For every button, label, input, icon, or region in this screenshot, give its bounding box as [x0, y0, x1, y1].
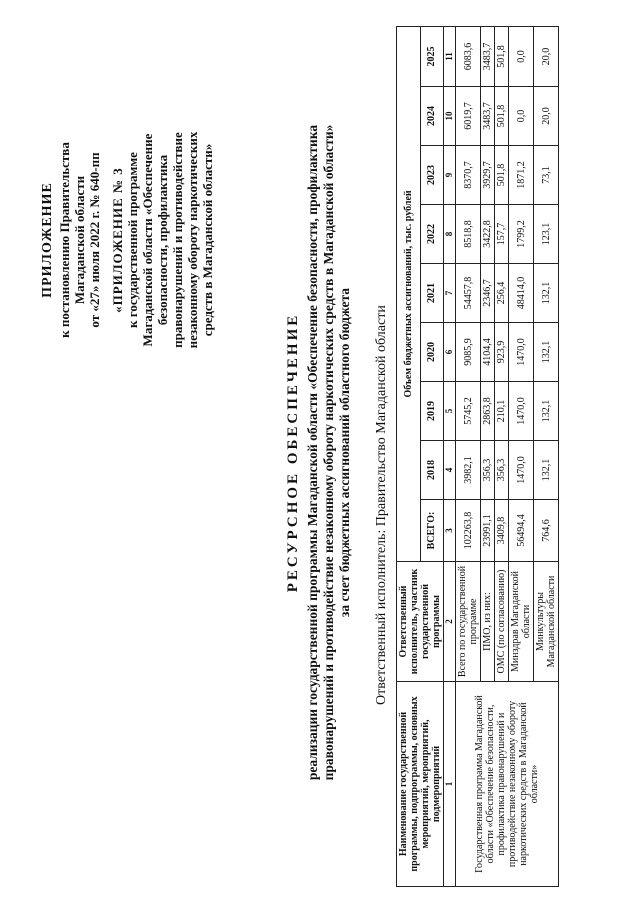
value-cell: 3982,1	[456, 441, 481, 500]
column-header-year: 2021	[420, 264, 444, 323]
value-cell: 501,8	[495, 87, 509, 146]
column-index: 8	[444, 205, 456, 264]
column-header-year: 2024	[420, 87, 444, 146]
resource-table	[396, 26, 559, 887]
column-header-name: Наименование государственной программы, подпрограммы, основных мероприятий, мероприятий, подмероприятий	[397, 682, 444, 887]
value-cell: 3483,7	[481, 87, 495, 146]
value-cell: 3483,7	[481, 26, 495, 86]
executor-cell: Минкультуры Магаданской области	[534, 562, 559, 682]
value-cell: 501,8	[495, 146, 509, 205]
document-subtitle	[305, 0, 353, 905]
column-header-year: 2020	[420, 323, 444, 382]
value-cell: 1871,2	[509, 146, 534, 205]
column-index: 11	[444, 26, 456, 86]
header-line: к постановлению Правительства	[57, 142, 72, 338]
column-index: 7	[444, 264, 456, 323]
header-line: Магаданской области	[72, 175, 87, 305]
value-cell: 132,1	[534, 441, 559, 500]
executor-cell: Всего по государственной программе	[456, 562, 481, 682]
value-cell: 73,1	[534, 146, 559, 205]
value-cell: 501,8	[495, 26, 509, 86]
value-cell: 4104,4	[481, 323, 495, 382]
value-cell: 132,1	[534, 264, 559, 323]
column-index: 9	[444, 146, 456, 205]
value-cell: 0,0	[509, 87, 534, 146]
value-cell: 2346,7	[481, 264, 495, 323]
header-line: средств в Магаданской области»	[200, 143, 215, 337]
header-line: Магаданской области «Обеспечение	[140, 133, 155, 347]
value-cell: 1799,2	[509, 205, 534, 264]
column-header-year: 2019	[420, 382, 444, 441]
value-cell: 9085,9	[456, 323, 481, 382]
appendix-number: «ПРИЛОЖЕНИЕ № 3	[110, 167, 125, 313]
value-cell: 8370,7	[456, 146, 481, 205]
column-index: 10	[444, 87, 456, 146]
document-title: РЕСУРСНОЕ ОБЕСПЕЧЕНИЕ	[285, 312, 301, 593]
value-cell: 1470,0	[509, 382, 534, 441]
executor-cell: ОМС (по согласованию)	[495, 562, 509, 682]
executor-cell: Минздрав Магаданской области	[509, 562, 534, 682]
subtitle-line: правонарушений и противодействие незаконному обороту наркотических средств в Магаданской области»	[321, 124, 336, 781]
column-header-volume: Объем бюджетных ассигнований, тыс. рублей	[397, 26, 421, 561]
header-line: незаконному обороту наркотических	[185, 131, 200, 349]
value-cell: 132,1	[534, 382, 559, 441]
value-cell: 0,0	[509, 26, 534, 86]
value-cell: 20,0	[534, 87, 559, 146]
value-cell: 123,1	[534, 205, 559, 264]
value-cell: 20,0	[534, 26, 559, 86]
value-cell: 210,1	[495, 382, 509, 441]
value-cell: 102263,8	[456, 500, 481, 562]
appendix-header	[40, 100, 215, 380]
value-cell: 6083,6	[456, 26, 481, 86]
value-cell: 157,7	[495, 205, 509, 264]
responsible-executor: Ответственный исполнитель: Правительство Магаданской области	[374, 305, 389, 705]
column-index-row	[444, 26, 456, 886]
value-cell: 923,9	[495, 323, 509, 382]
value-cell: 1470,0	[509, 323, 534, 382]
executor-cell: ПМО, из них:	[481, 562, 495, 682]
header-date-line: от «27» июля 2022 г. № 640-пп	[87, 152, 102, 328]
column-header-year: 2023	[420, 146, 444, 205]
column-index: 2	[444, 562, 456, 682]
value-cell: 54457,8	[456, 264, 481, 323]
subtitle-line: реализации государственной программы Магаданской области «Обеспечение безопасности, профилактика	[305, 124, 320, 781]
value-cell: 3409,8	[495, 500, 509, 562]
column-index: 3	[444, 500, 456, 562]
column-index: 4	[444, 441, 456, 500]
header-line: безопасности, профилактика	[155, 154, 170, 326]
value-cell: 256,4	[495, 264, 509, 323]
value-cell: 2863,8	[481, 382, 495, 441]
value-cell: 8518,8	[456, 205, 481, 264]
column-header-executor: Ответственный исполнитель, участник государственной программы	[397, 562, 444, 682]
header-line: к государственной программе	[125, 152, 140, 328]
table-row	[456, 26, 481, 886]
value-cell: 48414,0	[509, 264, 534, 323]
column-header-year: 2025	[420, 26, 444, 86]
value-cell: 56494,4	[509, 500, 534, 562]
value-cell: 6019,7	[456, 87, 481, 146]
value-cell: 5745,2	[456, 382, 481, 441]
program-name-cell: Государственная программа Магаданской области «Обеспечение безопасности, профилактика правонарушений и противодействие незаконному обороту наркотических средств в Магаданской области»	[456, 682, 559, 887]
value-cell: 764,6	[534, 500, 559, 562]
header-row	[397, 26, 421, 886]
value-cell: 23991,1	[481, 500, 495, 562]
column-header-total: ВСЕГО:	[420, 500, 444, 562]
column-header-year: 2018	[420, 441, 444, 500]
value-cell: 3422,8	[481, 205, 495, 264]
value-cell: 356,3	[481, 441, 495, 500]
subtitle-line: за счет бюджетных ассигнований областного бюджета	[337, 287, 352, 618]
appendix-title: ПРИЛОЖЕНИЕ	[40, 182, 55, 298]
column-index: 5	[444, 382, 456, 441]
column-index: 1	[444, 682, 456, 887]
column-header-year: 2022	[420, 205, 444, 264]
column-index: 6	[444, 323, 456, 382]
value-cell: 356,3	[495, 441, 509, 500]
value-cell: 1470,0	[509, 441, 534, 500]
value-cell: 132,1	[534, 323, 559, 382]
header-line: правонарушений и противодействие	[170, 132, 185, 348]
value-cell: 3929,7	[481, 146, 495, 205]
